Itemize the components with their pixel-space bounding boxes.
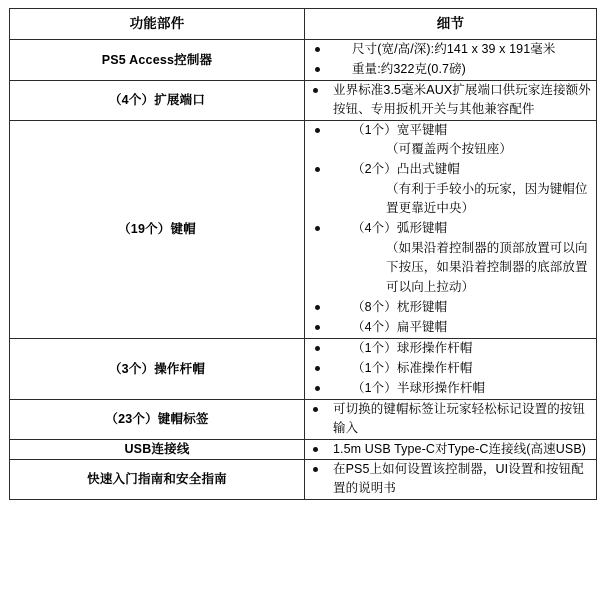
- bullet-text: 业界标准3.5毫米AUX扩展端口供玩家连接额外按钮、专用扳机开关与其他兼容配件: [333, 82, 591, 117]
- detail-bullet-list: [305, 440, 596, 459]
- bullet-text: （4个）扁平键帽: [352, 320, 448, 335]
- feature-detail: [305, 338, 597, 399]
- bullet-text: 重量:约322克(0.7磅): [352, 62, 466, 77]
- bullet-text: 尺寸(宽/高/深):约141 x 39 x 191毫米: [352, 42, 556, 56]
- feature-name: （3个）操作杆帽: [10, 338, 305, 399]
- list-item: [305, 81, 596, 120]
- bullet-text: （8个）枕形键帽: [352, 299, 448, 314]
- list-item: [305, 400, 596, 439]
- list-item: [305, 440, 596, 459]
- list-item: [305, 379, 596, 398]
- table-row: [10, 399, 597, 439]
- table-header-row: [10, 9, 597, 40]
- detail-bullet-list: [305, 400, 596, 439]
- feature-name: USB连接线: [10, 439, 305, 459]
- feature-name: （19个）键帽: [10, 120, 305, 338]
- list-item: [305, 121, 596, 160]
- detail-bullet-list: [305, 339, 596, 399]
- detail-bullet-list: [305, 81, 596, 120]
- bullet-text: （1个）半球形操作杆帽: [352, 381, 486, 396]
- feature-name: （23个）键帽标签: [10, 399, 305, 439]
- list-item: [305, 359, 596, 378]
- bullet-text: （1个）球形操作杆帽: [352, 340, 473, 355]
- bullet-text: （2个）凸出式键帽: [352, 162, 460, 177]
- list-item: [305, 60, 596, 79]
- feature-detail: [305, 120, 597, 338]
- specification-table: [9, 8, 597, 500]
- feature-detail: [305, 439, 597, 459]
- bullet-note: （可覆盖两个按钮座）: [386, 141, 513, 156]
- feature-detail: [305, 80, 597, 120]
- bullet-text: 可切换的键帽标签让玩家轻松标记设置的按钮输入: [333, 401, 586, 436]
- list-item: [305, 219, 596, 297]
- list-item: [305, 298, 596, 317]
- column-header-detail: 细节: [305, 9, 597, 40]
- table-row: [10, 459, 597, 499]
- column-header-feature: 功能部件: [10, 9, 305, 40]
- bullet-text: 1.5m USB Type-C对Type-C连接线(高速USB): [333, 441, 587, 456]
- table-row: [10, 40, 597, 81]
- feature-detail: [305, 459, 597, 499]
- bullet-text: 在PS5上如何设置该控制器，UI设置和按钮配置的说明书: [333, 461, 584, 496]
- table-row: [10, 120, 597, 338]
- table-row: [10, 439, 597, 459]
- bullet-text: （1个）宽平键帽: [352, 122, 448, 137]
- feature-detail: [305, 399, 597, 439]
- bullet-text: （4个）弧形键帽: [352, 221, 448, 236]
- table-row: [10, 338, 597, 399]
- list-item: [305, 40, 596, 59]
- feature-name: PS5 Access控制器: [10, 40, 305, 81]
- list-item: [305, 160, 596, 218]
- detail-bullet-list: [305, 40, 596, 80]
- bullet-note: （如果沿着控制器的顶部放置可以向下按压，如果沿着控制器的底部放置可以向上拉动）: [386, 240, 588, 294]
- list-item: [305, 460, 596, 499]
- detail-bullet-list: [305, 121, 596, 338]
- feature-name: （4个）扩展端口: [10, 80, 305, 120]
- feature-detail: [305, 40, 597, 81]
- detail-bullet-list: [305, 460, 596, 499]
- list-item: [305, 339, 596, 358]
- bullet-text: （1个）标准操作杆帽: [352, 361, 473, 375]
- table-row: [10, 80, 597, 120]
- table-body: [10, 40, 597, 500]
- list-item: [305, 318, 596, 337]
- table-header: [10, 9, 597, 40]
- bullet-note: （有利于手较小的玩家，因为键帽位置更靠近中央）: [386, 181, 588, 215]
- feature-name: 快速入门指南和安全指南: [10, 459, 305, 499]
